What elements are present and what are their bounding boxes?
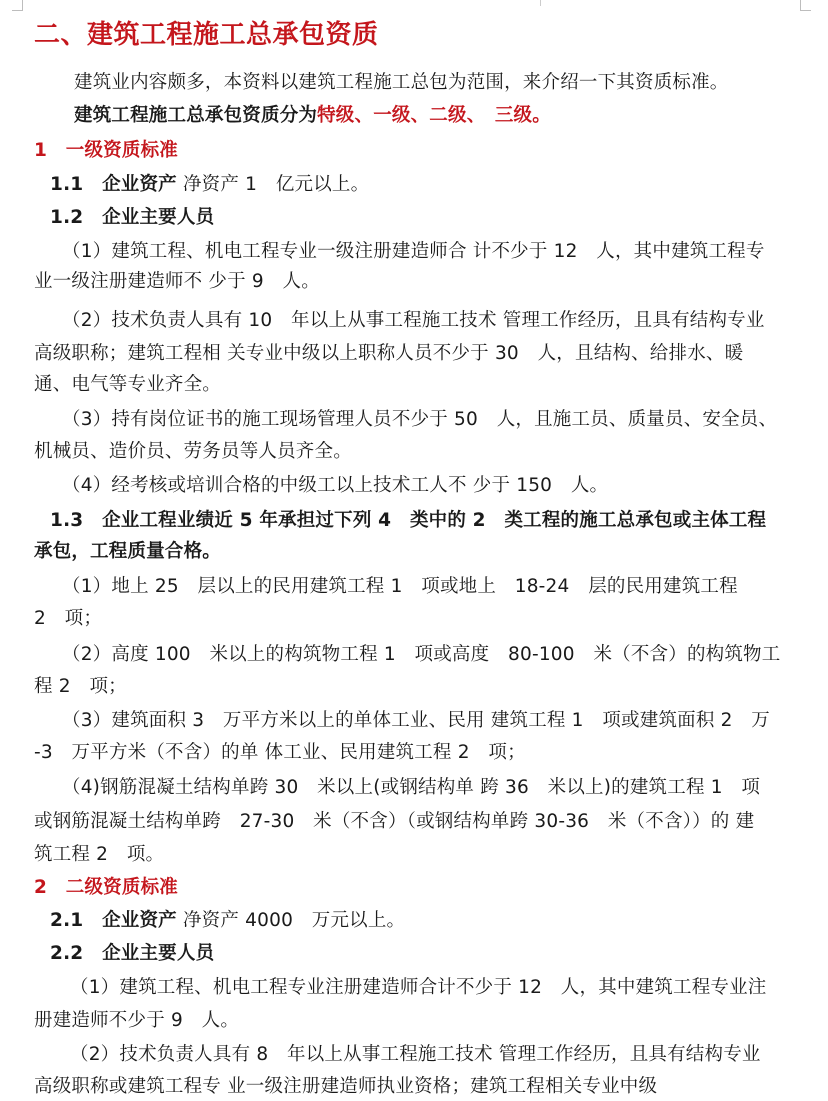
level1-performance-item-2-line-2: 程 2 项；: [34, 676, 127, 697]
level1-performance-item-4-line-1: （4)钢筋混凝土结构单跨 30 米以上(或钢结构单 跨 36 米以上)的建筑工程 1 项: [62, 777, 761, 798]
levels-prefix: 建筑工程施工总承包资质分为: [74, 105, 318, 126]
level1-personnel-item-2-line-3: 通、电气等专业齐全。: [34, 374, 222, 395]
level1-performance-item-1-line-1: （1）地上 25 层以上的民用建筑工程 1 项或地上 18-24 层的民用建筑工程: [62, 576, 738, 597]
level2-personnel-heading: [50, 942, 214, 966]
level1-performance-item-3-line-1: （3）建筑面积 3 万平方米以上的单体工业、民用 建筑工程 1 项或建筑面积 2 万: [62, 710, 771, 731]
level2-assets-num: 2.1: [50, 910, 84, 931]
level1-personnel-item-3-line-1: （3）持有岗位证书的施工现场管理人员不少于 50 人，且施工员、质量员、安全员、: [62, 409, 778, 430]
level2-assets-text: 净资产 4000 万元以上。: [182, 910, 406, 931]
ruler-mark: [540, 0, 541, 6]
level1-performance-item-4-line-2: 或钢筋混凝土结构单跨 27-30 米（不含）（或钢结构单跨 30-36 米（不含））的 建: [34, 811, 755, 832]
level1-personnel-heading: [50, 206, 214, 230]
level2-heading: 2 二级资质标准: [34, 877, 178, 898]
level1-assets-num: 1.1: [50, 174, 84, 195]
level2-personnel-num: 2.2: [50, 943, 84, 964]
level1-assets-text: 净资产 1 亿元以上。: [182, 174, 370, 195]
level1-performance-line-1: 1.3 企业工程业绩近 5 年承担过下列 4 类中的 2 类工程的施工总承包或主体工程: [50, 510, 767, 531]
level1-personnel-item-1-line-2: 业一级注册建造师不 少于 9 人。: [34, 271, 320, 292]
intro-paragraph: 建筑业内容颇多，本资料以建筑工程施工总包为范围，来介绍一下其资质标准。: [74, 72, 729, 93]
level2-personnel-title: 企业主要人员: [102, 943, 215, 964]
level1-personnel-num: 1.2: [50, 207, 84, 228]
level2-personnel-item-1-line-1: （1）建筑工程、机电工程专业注册建造师合计不少于 12 人，其中建筑工程专业注: [70, 977, 767, 998]
level1-performance-item-4-line-3: 筑工程 2 项。: [34, 844, 165, 865]
page-corner-mark: [800, 0, 811, 11]
level1-personnel-item-1-line-1: （1）建筑工程、机电工程专业一级注册建造师合 计不少于 12 人，其中建筑工程专: [62, 241, 765, 262]
level1-performance-item-3-line-2: -3 万平方米（不含）的单 体工业、民用建筑工程 2 项；: [34, 742, 526, 763]
level1-personnel-item-2-line-2: 高级职称；建筑工程相 关专业中级以上职称人员不少于 30 人，且结构、给排水、暖: [34, 343, 744, 364]
level2-personnel-item-2-line-1: （2）技术负责人具有 8 年以上从事工程施工技术 管理工作经历，且具有结构专业: [70, 1044, 761, 1065]
level1-performance-line-2: 承包，工程质量合格。: [34, 541, 222, 562]
level1-performance-item-2-line-1: （2）高度 100 米以上的构筑物工程 1 项或高度 80-100 米（不含）的构筑物工: [62, 644, 781, 665]
level2-personnel-item-2-line-2: 高级职称或建筑工程专 业一级注册建造师执业资格；建筑工程相关专业中级: [34, 1076, 658, 1097]
level1-assets-title: 企业资产: [102, 174, 177, 195]
level1-personnel-item-3-line-2: 机械员、造价员、劳务员等人员齐全。: [34, 441, 352, 462]
level1-personnel-title: 企业主要人员: [102, 207, 215, 228]
level1-performance-item-1-line-2: 2 项；: [34, 608, 103, 629]
page-corner-mark: [12, 0, 23, 11]
levels-list: 特级、一级、二级、 三级。: [317, 105, 551, 126]
level2-assets: [50, 909, 405, 933]
level1-heading: 1 一级资质标准: [34, 140, 178, 161]
section-title: 二、建筑工程施工总承包资质: [34, 20, 379, 50]
level1-assets: [50, 173, 369, 197]
levels-sentence: [74, 104, 551, 128]
level2-personnel-item-1-line-2: 册建造师不少于 9 人。: [34, 1010, 240, 1031]
level1-personnel-item-4: （4）经考核或培训合格的中级工以上技术工人不 少于 150 人。: [62, 475, 609, 496]
level1-personnel-item-2-line-1: （2）技术负责人具有 10 年以上从事工程施工技术 管理工作经历，且具有结构专业: [62, 310, 765, 331]
level2-assets-title: 企业资产: [102, 910, 177, 931]
